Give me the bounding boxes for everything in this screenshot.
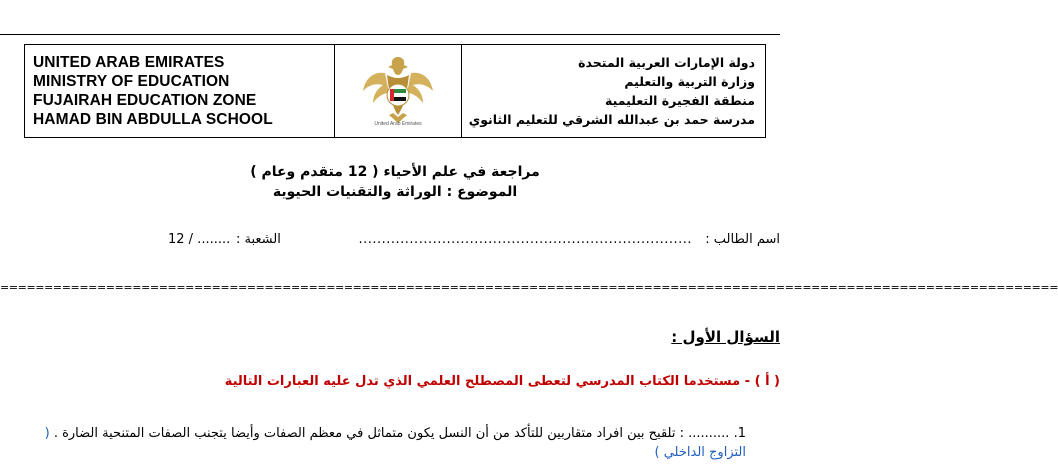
question-1-instruction: ( أ ) - مستخدما الكتاب المدرسي لتعطى المصطلح العلمي الذي تدل عليه العبارات التالية [224, 374, 780, 389]
student-name-label: اسم الطالب : [705, 232, 780, 247]
country-name-ar: دولة الإمارات العربية المتحدة [578, 55, 755, 70]
student-info-row [0, 232, 780, 252]
item-answer: ( التزاوج الداخلي ) [44, 426, 746, 460]
review-title: مراجعة في علم الأحياء ( 12 متقدم وعام ) [250, 164, 540, 180]
header-divider-left [334, 45, 335, 137]
top-rule [0, 34, 780, 35]
separator-line: ======================================================================================================================== [0, 281, 1058, 294]
emblem-caption: United Arab Emirates [374, 121, 422, 127]
zone-name-en: FUJAIRAH EDUCATION ZONE [33, 92, 257, 109]
english-header [33, 53, 273, 129]
arabic-header [469, 53, 755, 129]
country-name-en: UNITED ARAB EMIRATES [33, 54, 225, 71]
section-blank: 12 / ........ [168, 232, 231, 247]
school-name-ar: مدرسة حمد بن عبدالله الشرقي للتعليم الثانوي [468, 112, 755, 127]
header-box [24, 44, 766, 138]
section-label: الشعبة : [236, 232, 281, 247]
header-divider-right [461, 45, 462, 137]
review-topic: الموضوع : الوراثة والتقنيات الحيوية [272, 184, 518, 200]
question-1-title: السؤال الأول : [671, 328, 780, 346]
answer-blank: .......... [688, 426, 730, 441]
item-number: 1. [733, 426, 746, 441]
ministry-name-ar: وزارة التربية والتعليم [624, 74, 755, 89]
ministry-name-en: MINISTRY OF EDUCATION [33, 73, 230, 90]
question-1-item-1 [6, 424, 746, 462]
student-name-blank: ........................................................................ [358, 232, 692, 247]
zone-name-ar: منطقة الفجيرة التعليمية [605, 93, 755, 108]
school-name-en: HAMAD BIN ABDULLA SCHOOL [33, 111, 273, 128]
item-text: : تلقيح بين افراد متقاربين للتأكد من أن النسل يكون متماثل في معظم الصفات وأيضا يتجنب الصفات المتنحية الضارة . [53, 426, 684, 441]
